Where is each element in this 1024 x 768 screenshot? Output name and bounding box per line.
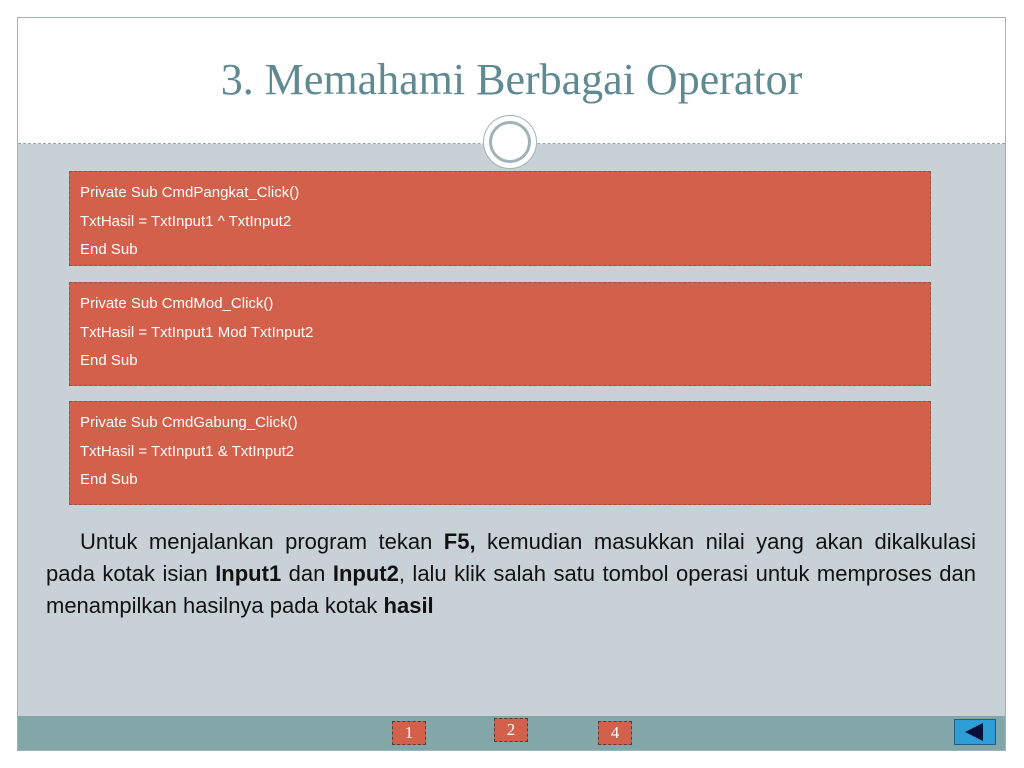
page-1-button[interactable]: 1: [392, 721, 426, 745]
code-line: End Sub: [80, 241, 138, 258]
paragraph-text: dan: [281, 561, 333, 586]
code-block-mod: [69, 282, 931, 386]
paragraph-bold-text: F5,: [443, 529, 476, 554]
paragraph-bold-text: Input1: [215, 561, 282, 586]
circle-ornament-icon: [483, 115, 537, 169]
code-block-pangkat: [69, 171, 931, 266]
code-line: End Sub: [80, 471, 138, 488]
code-line: TxtHasil = TxtInput1 ^ TxtInput2: [80, 212, 292, 230]
paragraph-bold-text: Input2: [332, 561, 399, 586]
code-line: End Sub: [80, 352, 138, 369]
paragraph-text: Untuk menjalankan program tekan: [80, 529, 444, 554]
page-4-button[interactable]: 4: [598, 721, 632, 745]
code-line: TxtHasil = TxtInput1 & TxtInput2: [80, 442, 295, 460]
paragraph-text: kemudian masukkan nilai yang akan dikalkulasi pada kotak isian: [46, 529, 976, 586]
left-arrow-icon: [965, 723, 983, 741]
circle-ornament-inner: [489, 121, 531, 163]
code-line: Private Sub CmdMod_Click(): [80, 295, 274, 312]
back-button[interactable]: [954, 719, 996, 745]
footer-bar: [18, 716, 1005, 750]
paragraph-bold-text: hasil: [383, 593, 434, 618]
paragraph-text: , lalu klik salah satu tombol operasi untuk memproses dan menampilkan hasilnya pada kotak: [46, 561, 977, 618]
code-line: Private Sub CmdPangkat_Click(): [80, 184, 300, 201]
slide-title: 3. Memahami Berbagai Operator: [220, 55, 803, 104]
slide: [17, 17, 1006, 751]
code-block-gabung: [69, 401, 931, 505]
code-line: Private Sub CmdGabung_Click(): [80, 414, 298, 431]
code-line: TxtHasil = TxtInput1 Mod TxtInput2: [80, 323, 314, 341]
instruction-paragraph: [46, 526, 976, 622]
page-2-button[interactable]: 2: [494, 718, 528, 742]
